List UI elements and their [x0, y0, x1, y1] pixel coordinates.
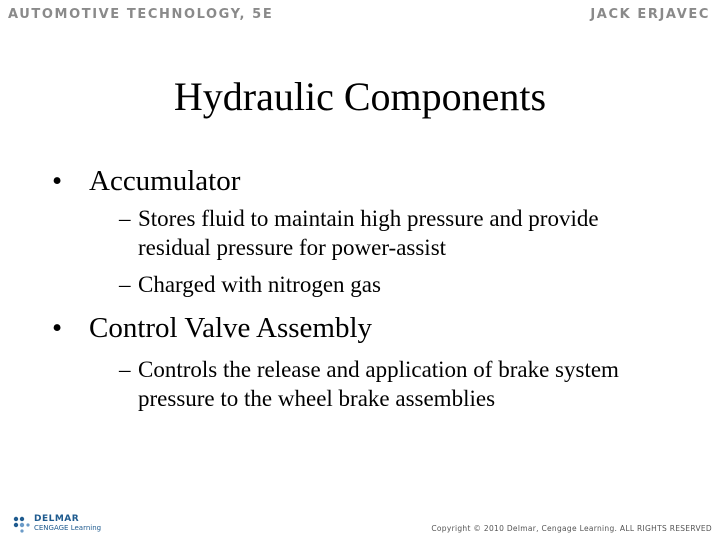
sub-bullet-stores-fluid [119, 204, 692, 262]
bullet-text: Control Valve Assembly [89, 312, 373, 344]
bullet-mark: • [52, 165, 63, 197]
book-title-header: AUTOMOTIVE TECHNOLOGY, 5E [8, 7, 274, 22]
author-header: JACK ERJAVEC [590, 7, 710, 22]
sub-bullet-mark: – [119, 272, 131, 297]
bullet-text: Accumulator [89, 165, 241, 197]
slide-title: Hydraulic Components [173, 74, 547, 119]
sub-bullet-text: Stores fluid to maintain high pressure and provide residual pressure for power-assist [138, 206, 599, 260]
sub-bullet-mark: – [119, 357, 131, 382]
sub-bullet-nitrogen [119, 270, 692, 299]
bullet-control-valve [52, 311, 692, 345]
copyright-notice: Copyright © 2010 Delmar, Cengage Learning. ALL RIGHTS RESERVED [431, 524, 712, 533]
delmar-logo-icon [12, 515, 30, 533]
sub-bullet-text: Charged with nitrogen gas [138, 272, 381, 297]
slide-content [52, 164, 692, 413]
bullet-mark: • [52, 312, 63, 344]
logo-delmar-text: DELMAR [34, 514, 80, 524]
publisher-logo [12, 515, 101, 533]
logo-cengage-text: CENGAGE Learning [34, 524, 102, 532]
sub-bullet-mark: – [119, 206, 131, 231]
bullet-accumulator [52, 164, 692, 198]
sub-bullet-text: Controls the release and application of brake system pressure to the wheel brake assemblies [138, 357, 619, 411]
sub-bullet-controls-release [119, 355, 692, 413]
